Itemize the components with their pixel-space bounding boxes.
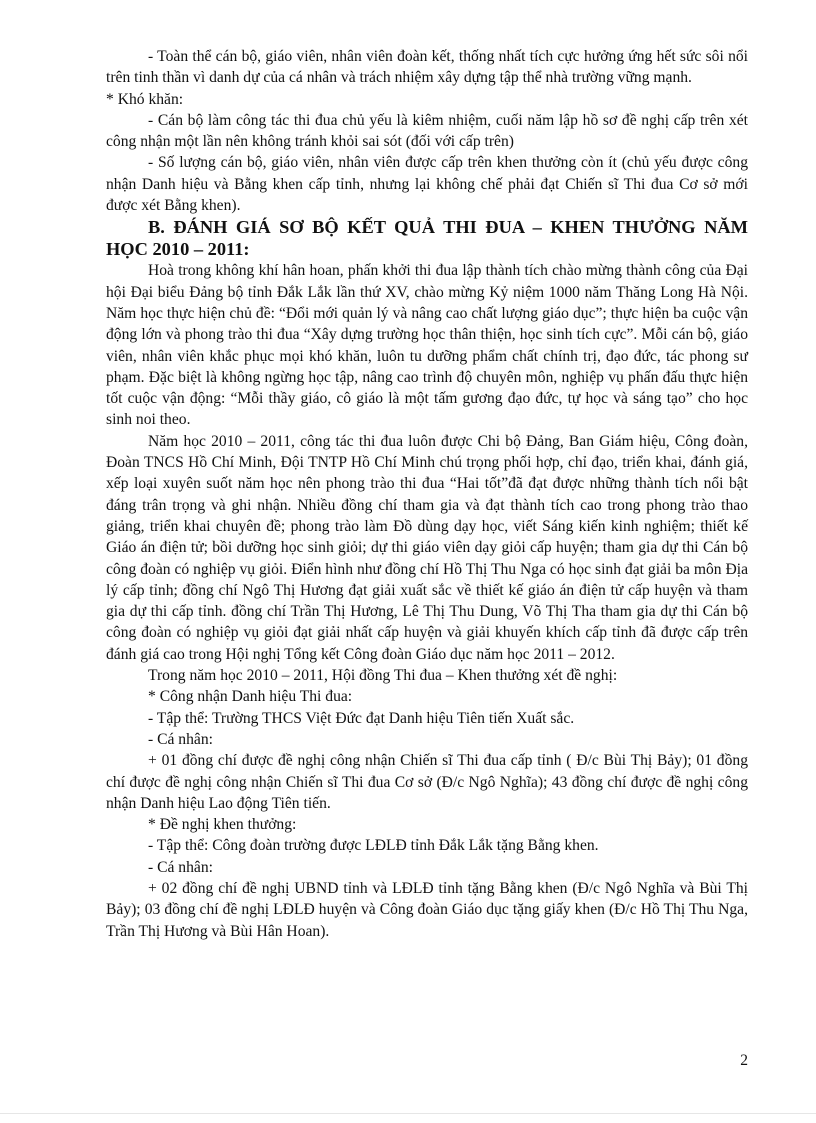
paragraph: * Khó khăn: — [106, 90, 184, 108]
page-bottom-edge — [0, 1113, 816, 1114]
paragraph: - Cá nhân: — [148, 730, 213, 748]
paragraph: - Tập thể: Trường THCS Việt Đức đạt Danh hiệu Tiên tiến Xuất sắc. — [148, 709, 575, 727]
paragraph: Năm học 2010 – 2011, công tác thi đua luôn được Chi bộ Đảng, Ban Giám hiệu, Công đoàn, Đoàn TNCS Hồ Chí Minh, Đội TNTP Hồ Chí Minh chú trọng phối hợp, chỉ đạo, triển khai, đánh giá, xếp loại xuyên suốt năm học nên phong trào thi đua “Hai tốt”đã đạt được những thành tích nổi bật đáng trân trọng và ghi nhận. Nhiều đồng chí tham gia và đạt thành tích cao trong phong trào thao giảng, triển khai chuyên đề; phong trào làm Đồ dùng dạy học, viết Sáng kiến kinh nghiệm; thiết kế Giáo án điện tử; bồi dưỡng học sinh giỏi; dự thi giáo viên dạy giỏi cấp huyện; tham gia dự thi Cán bộ công đoàn có nghiệp vụ giỏi. Điển hình như đồng chí Hồ Thị Thu Nga có học sinh đạt giải ba môn Địa lý cấp tỉnh; đồng chí Ngô Thị Hương đạt giải xuất sắc về thiết kế giáo án điện tử cấp huyện và tham gia dự thi cấp tỉnh. đồng chí Trần Thị Hương, Lê Thị Thu Dung, Võ Thị Tha tham gia dự thi Cán bộ công đoàn có nghiệp vụ giỏi đạt giải nhất cấp huyện và giải khuyến khích cấp tỉnh đã được cấp trên đánh giá cao trong Hội nghị Tổng kết Công đoàn Giáo dục năm học 2011 – 2012. — [106, 432, 748, 663]
paragraph: Trong năm học 2010 – 2011, Hội đồng Thi đua – Khen thưởng xét đề nghị: — [148, 667, 618, 685]
paragraph: - Toàn thể cán bộ, giáo viên, nhân viên đoàn kết, thống nhất tích cực hưởng ứng hết sức sôi nổi trên tinh thần vì danh dự của cá nhân và trách nhiệm xây dựng tập thể nhà trường vững mạnh. — [106, 48, 748, 87]
paragraph: + 02 đồng chí đề nghị UBND tỉnh và LĐLĐ tỉnh tặng Bằng khen (Đ/c Ngô Nghĩa và Bùi Thị Bảy); 03 đồng chí đề nghị LĐLĐ huyện và Công đoàn Giáo dục tặng giấy khen (Đ/c Hồ Thị Thu Nga, Trần Thị Hương và Bùi Hân Hoan). — [106, 879, 748, 940]
section-heading: B. ĐÁNH GIÁ SƠ BỘ KẾT QUẢ THI ĐUA – KHEN THƯỞNG NĂM HỌC 2010 – 2011: — [106, 217, 748, 260]
page-number: 2 — [740, 1052, 748, 1069]
page-body — [106, 46, 748, 942]
paragraph: + 01 đồng chí được đề nghị công nhận Chiến sĩ Thi đua cấp tỉnh ( Đ/c Bùi Thị Bảy); 01 đồng chí được đề nghị công nhận Chiến sĩ Thi đua Cơ sở (Đ/c Ngô Nghĩa); 43 đồng chí được đề nghị công nhận Danh hiệu Lao động Tiên tiến. — [106, 752, 748, 812]
paragraph: - Cá nhân: — [148, 858, 213, 876]
paragraph: - Số lượng cán bộ, giáo viên, nhân viên được cấp trên khen thưởng còn ít (chủ yếu được công nhận Danh hiệu và Bằng khen cấp tỉnh, nhưng lại không chế phải đạt Chiến sĩ Thi đua Cơ sở mới được xét Bằng khen). — [106, 154, 748, 215]
paragraph: Hoà trong không khí hân hoan, phấn khởi thi đua lập thành tích chào mừng thành công của Đại hội Đại biểu Đảng bộ tỉnh Đắk Lắk lần thứ XV, chào mừng Kỷ niệm 1000 năm Thăng Long Hà Nội. Năm học thực hiện chủ đề: “Đổi mới quản lý và nâng cao chất lượng giáo dục”; thực hiện ba cuộc vận động lớn và phong trào thi đua “Xây dựng trường học thân thiện, học sinh tích cực”. Mỗi cán bộ, giáo viên, nhân viên khắc phục mọi khó khăn, luôn tu dưỡng phẩm chất chính trị, đạo đức, tác phong sư phạm. Đặc biệt là không ngừng học tập, nâng cao trình độ chuyên môn, nghiệp vụ phấn đấu thực hiện tốt cuộc vận động: “Mỗi thầy giáo, cô giáo là một tấm gương đạo đức, tự học và sáng tạo” cho học sinh noi theo. — [106, 262, 748, 429]
paragraph: * Đề nghị khen thưởng: — [148, 816, 297, 834]
paragraph: * Công nhận Danh hiệu Thi đua: — [148, 688, 353, 706]
paragraph: - Tập thể: Công đoàn trường được LĐLĐ tỉnh Đắk Lắk tặng Bằng khen. — [148, 837, 599, 855]
paragraph: - Cán bộ làm công tác thi đua chủ yếu là kiêm nhiệm, cuối năm lập hồ sơ đề nghị cấp trên xét công nhận một lần nên không tránh khỏi sai sót (đối với cấp trên) — [106, 111, 748, 151]
